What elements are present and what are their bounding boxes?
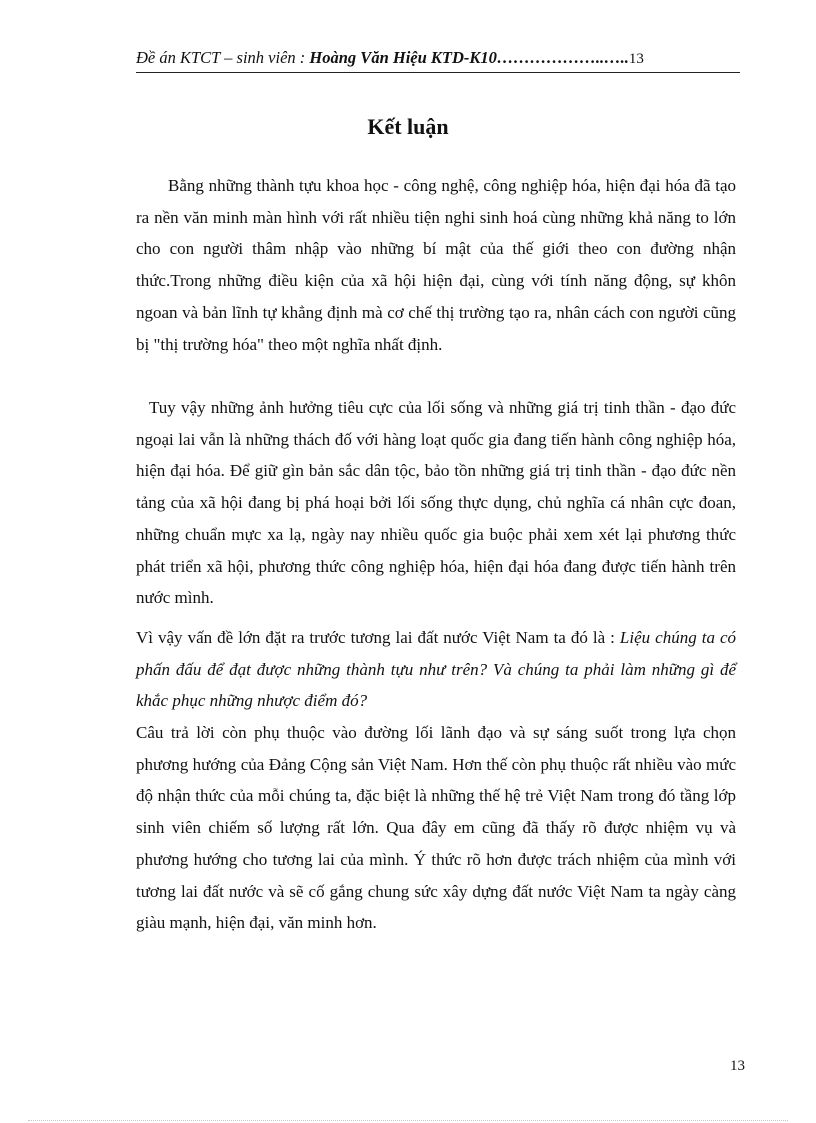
header-prefix: Đề án KTCT – sinh viên : xyxy=(136,48,310,67)
running-header xyxy=(136,48,740,73)
header-author: Hoàng Văn Hiệu KTD-K10 xyxy=(309,48,497,67)
header-leader-dots: ………………..….. xyxy=(496,48,629,67)
paragraph-4: Câu trả lời còn phụ thuộc vào đường lối lãnh đạo và sự sáng suốt trong lựa chọn phương hướng của Đảng Cộng sản Việt Nam. Hơn thế còn phụ thuộc rất nhiều vào mức độ nhận thức của mỗi chúng ta, đặc biệt là những thế hệ trẻ Việt Nam trong đó tầng lớp sinh viên chiếm số lượng rất lớn. Qua đây em cũng đã thấy rõ được nhiệm vụ và phương hướng cho tương lai của mình. Ý thức rõ hơn được trách nhiệm của mình với tương lai đất nước và sẽ cố gắng chung sức xây dựng đất nước Việt Nam ta ngày càng giàu mạnh, hiện đại, văn minh hơn. xyxy=(136,723,736,933)
paragraph-3-question: Liệu chúng ta có phấn đấu để đạt được những thành tựu như trên? Và chúng ta phải làm những gì để khắc phục những nhược điểm đó? xyxy=(136,628,737,711)
page-bottom-divider xyxy=(28,1120,788,1121)
paragraph-3 xyxy=(136,622,736,717)
page-title: Kết luận xyxy=(367,114,449,139)
paragraph-1: Bằng những thành tựu khoa học - công nghệ, công nghiệp hóa, hiện đại hóa đã tạo ra nền văn minh màn hình với rất nhiều tiện nghi sinh hoá cùng những khả năng to lớn cho con người thâm nhập vào những bí mật của thế giới theo con đường nhận thức.Trong những điều kiện của xã hội hiện đại, cùng với tính năng động, sự khôn ngoan và bản lĩnh tự khẳng định mà cơ chế thị trường tạo ra, nhân cách con người cũng bị "thị trường hóa" theo một nghĩa nhất định. xyxy=(136,176,736,354)
paragraph-3-lead: Vì vậy vấn đề lớn đặt ra trước tương lai đất nước Việt Nam ta đó là : xyxy=(136,628,620,647)
page-number: 13 xyxy=(730,1058,745,1074)
header-page-number: 13 xyxy=(628,51,644,67)
paragraph-2: Tuy vậy những ảnh hưởng tiêu cực của lối sống và những giá trị tinh thần - đạo đức ngoại lai vẫn là những thách đố với hàng loạt quốc gia đang tiến hành công nghiệp hóa, hiện đại hóa. Để giữ gìn bản sắc dân tộc, bảo tồn những giá trị tinh thần - đạo đức nền tảng của xã hội đang bị phá hoại bởi lối sống thực dụng, chủ nghĩa cá nhân cực đoan, những chuẩn mực xa lạ, ngày nay nhiều quốc gia buộc phải xem xét lại phương thức phát triển xã hội, phương thức công nghiệp hóa, hiện đại hóa đang được tiến hành trên nước mình. xyxy=(136,398,736,608)
